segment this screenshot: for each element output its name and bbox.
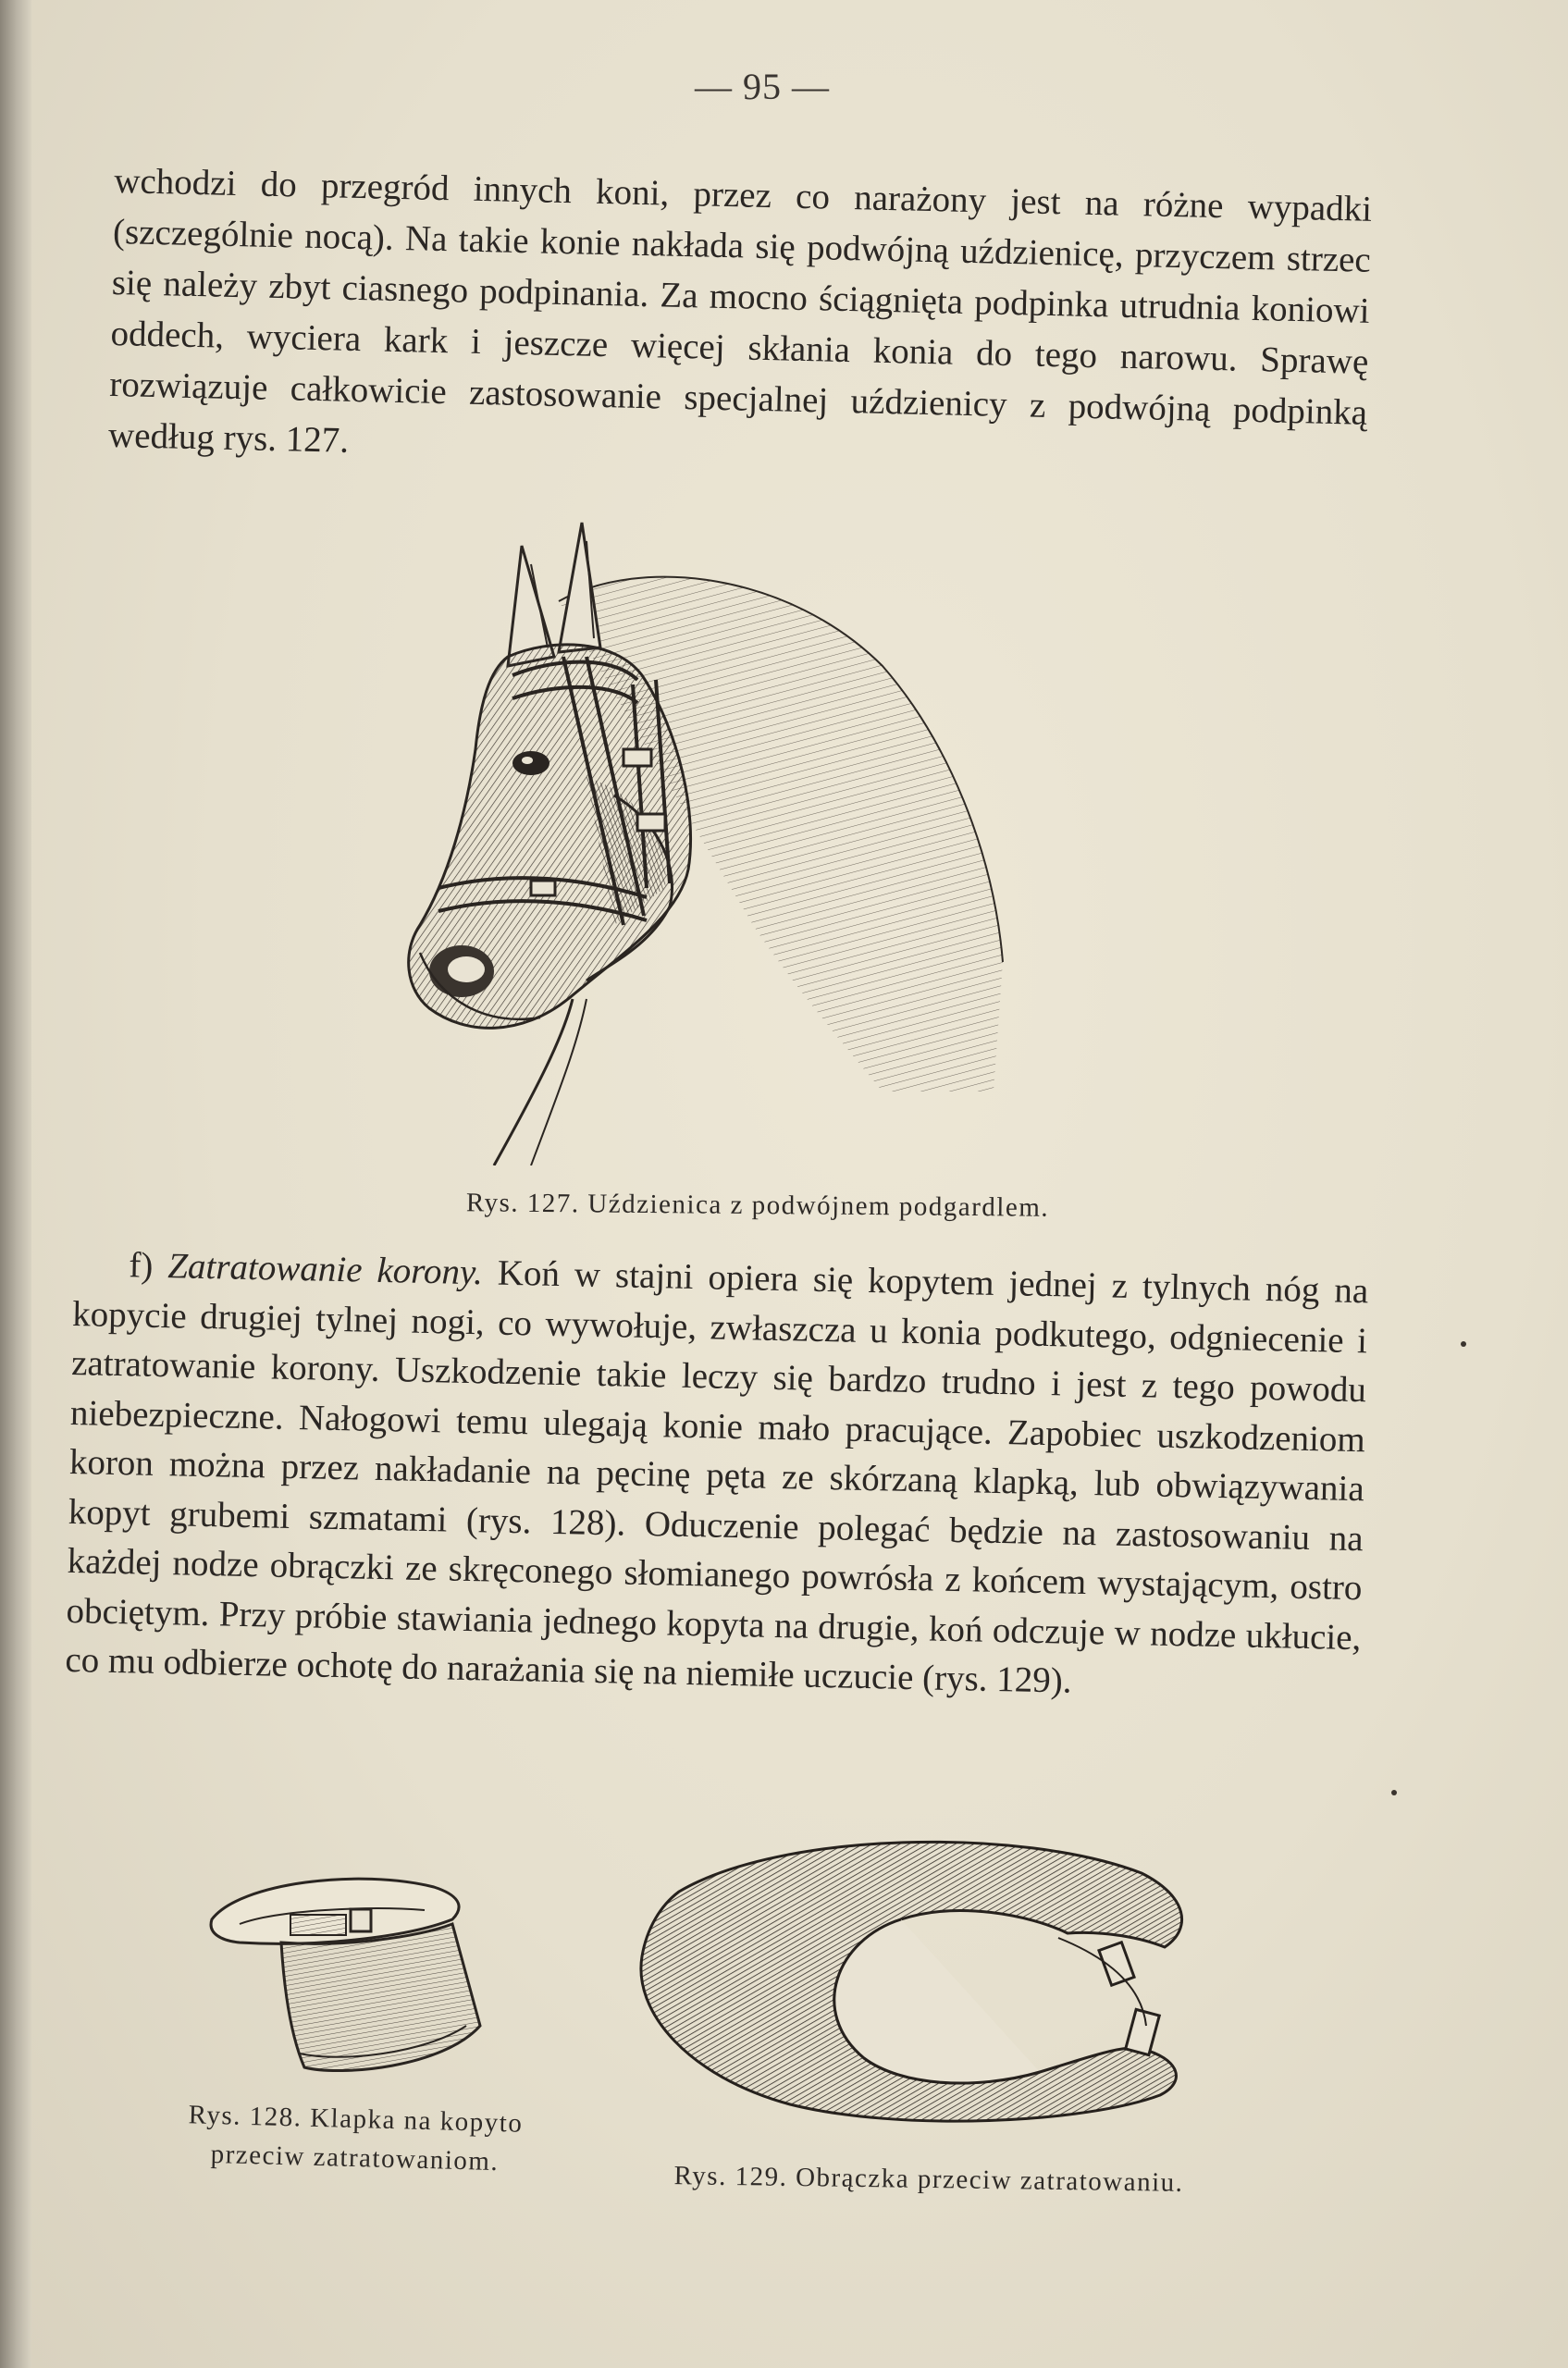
section-f bbox=[65, 1240, 1369, 1712]
paragraph-intro bbox=[108, 155, 1373, 489]
section-f-text: Koń w stajni opiera się kopytem jednej z tylnych nóg na kopycie drugiej tylnej nogi, co wywołuje, zwłaszcza u konia podkutego, odgniecenie i zatratowanie korony. Uszkodzenie takie leczy się bardzo trudno i jest z tego powodu niebezpieczne. Nałogowi temu ulegają konie mało pracujące. Zapobiec uszkodzeniom koron można przez nakładanie na pęcinę pęta ze skórzaną klapką, lub obwiązywania kopyt grubemi szmatami (rys. 128). Oduczenie polegać będzie na zastosowaniu na każdej nodze obrączki ze skręconego słomianego powrósła z końcem wystającym, ostro obciętym. Przy próbie stawiania jednego kopyta na drugie, koń odczuje w nodze ukłucie, co mu odbierze ochotę do narażania się na niemiłe uczucie (rys. 129). bbox=[65, 1252, 1369, 1701]
hoof-flap-strap-illustration bbox=[203, 1868, 508, 2081]
page-number: — 95 — bbox=[695, 66, 830, 107]
section-f-paragraph bbox=[65, 1240, 1369, 1712]
figure-127-caption: Rys. 127. Uździenica z podwójnem podgardlem. bbox=[465, 1188, 1050, 1223]
horse-head-with-double-halter-illustration bbox=[401, 518, 1049, 1166]
section-f-label: f) bbox=[128, 1245, 154, 1286]
book-page bbox=[31, 0, 1568, 2368]
figure-129-caption: Rys. 129. Obrączka przeciw zatratowaniu. bbox=[673, 2161, 1184, 2198]
figure-128-caption bbox=[105, 2093, 606, 2184]
figure-128-caption-line-1: Rys. 128. Klapka na kopyto bbox=[188, 2100, 524, 2139]
section-f-title: Zatratowanie korony. bbox=[167, 1246, 484, 1293]
figure-128-caption-line-2: przeciw zatratowaniom. bbox=[210, 2139, 500, 2177]
ink-speck bbox=[1461, 1341, 1466, 1347]
paragraph-intro-text: wchodzi do przegród innych koni, przez co narażony jest na różne wypadki (szczególnie nocą). Na takie konie nakłada się podwójną uździenicę, przyczem strzec się należy zbyt ciasnego podpinania. Za mocno ściągnięta podpinka utrudnia koniowi oddech, wyciera kark i jeszcze więcej skłania konia do tego narowu. Sprawę rozwiązuje całkowicie zastosowanie specjalnej uździenicy z podwójną podpinką według rys. 127. bbox=[107, 160, 1373, 461]
straw-ring-illustration bbox=[623, 1827, 1197, 2123]
ink-speck bbox=[1391, 1790, 1397, 1795]
